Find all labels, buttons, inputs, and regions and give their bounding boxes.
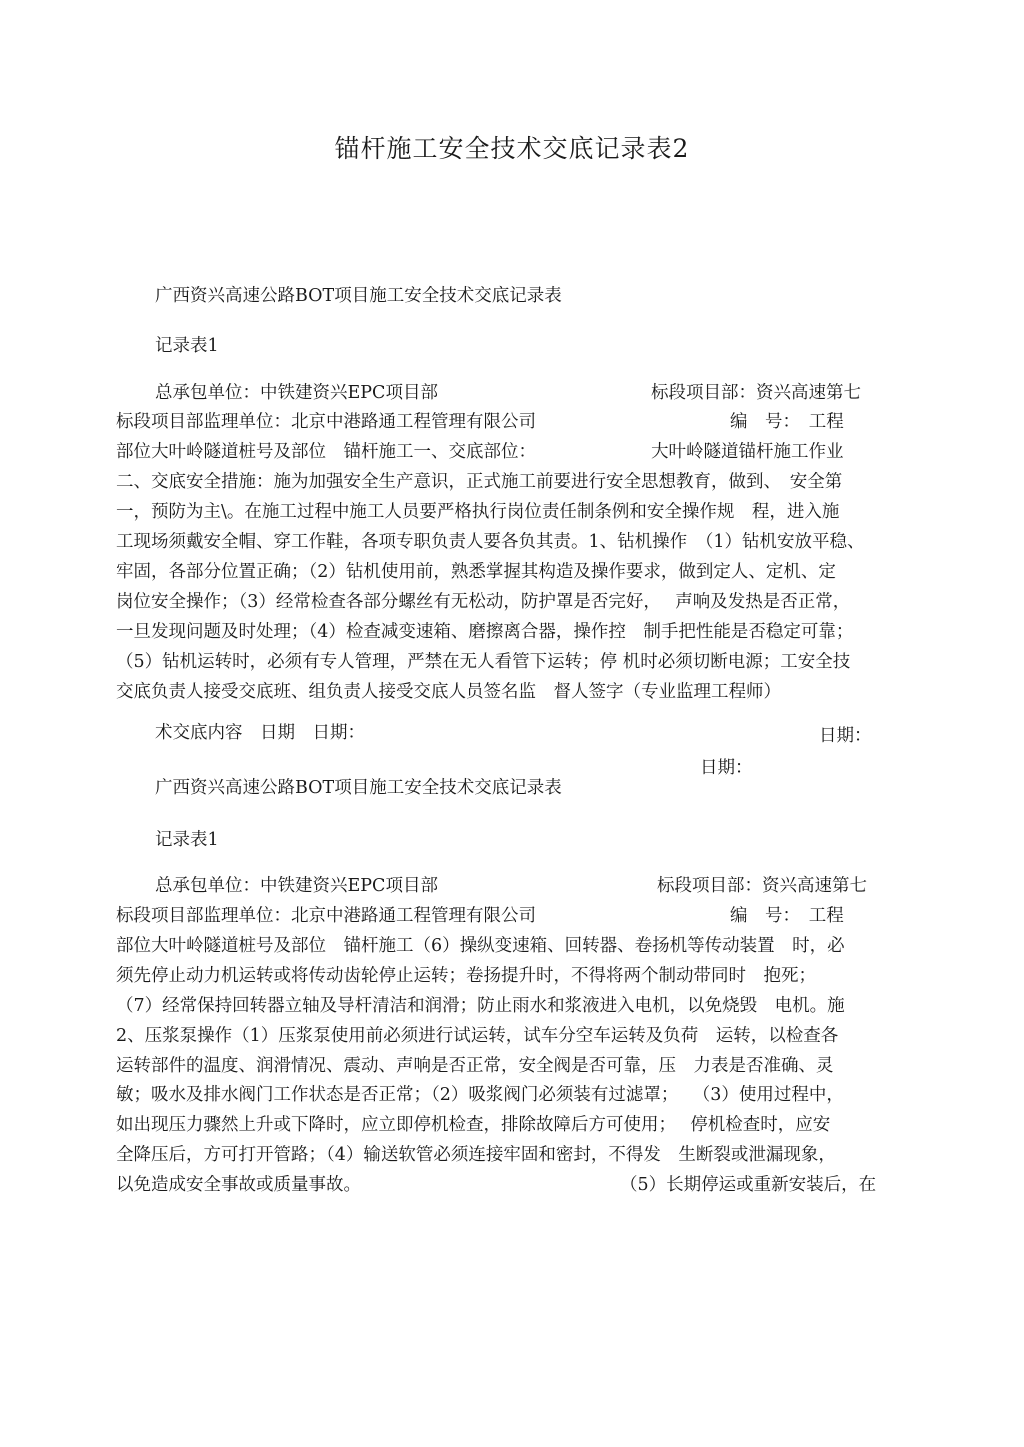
section2-body-line: 敏；吸水及排水阀门工作状态是否正常；（2）吸浆阀门必须装有过滤罩； （3）使用过程中， bbox=[116, 1085, 844, 1105]
section2-supervision: 标段项目部监理单位：北京中港路通工程管理有限公司 bbox=[116, 906, 536, 926]
section1-location-value: 大叶岭隧道锚杆施工作业 bbox=[651, 442, 844, 462]
section1-body-line: 工现场须戴安全帽、穿工作鞋，各项专职负责人要各负其责。1、钻机操作 （1）钻机安放平稳、 bbox=[116, 532, 865, 552]
section2-body-line: 以免造成安全事故或质量事故。 bbox=[116, 1175, 361, 1195]
section2-body-line: 须先停止动力机运转或将传动齿轮停止运转；卷扬提升时，不得将两个制动带同时 抱死； bbox=[116, 966, 816, 986]
section1-date-right: 日期： bbox=[819, 726, 872, 746]
section1-segment-dept: 标段项目部：资兴高速第七 bbox=[651, 383, 861, 403]
section2-body-line: 全降压后，方可打开管路；（4）输送软管必须连接牢固和密封，不得发 生断裂或泄漏现象， bbox=[116, 1145, 836, 1165]
section2-record-no: 记录表1 bbox=[155, 830, 219, 850]
section2-segment-dept: 标段项目部：资兴高速第七 bbox=[657, 876, 867, 896]
section1-date-right-2: 日期： bbox=[700, 758, 753, 778]
section2-body-line: （7）经常保持回转器立轴及导杆清洁和润滑；防止雨水和浆液进入电机，以免烧毁 电机。施 bbox=[116, 996, 845, 1016]
section1-body-line: 牢固，各部分位置正确；（2）钻机使用前，熟悉掌握其构造及操作要求，做到定人、定机、定 bbox=[116, 562, 836, 582]
section2-header: 广西资兴高速公路BOT项目施工安全技术交底记录表 bbox=[155, 778, 562, 798]
section1-number-label: 编 号： 工程 bbox=[730, 412, 844, 432]
section2-body-line: 运转部件的温度、润滑情况、震动、声响是否正常，安全阀是否可靠，压 力表是否准确、灵 bbox=[116, 1056, 834, 1076]
section2-number-label: 编 号： 工程 bbox=[730, 906, 844, 926]
section1-date-line: 术交底内容 日期 日期： bbox=[155, 723, 365, 743]
section1-header: 广西资兴高速公路BOT项目施工安全技术交底记录表 bbox=[155, 286, 562, 306]
section1-body-line: 交底负责人接受交底班、组负责人接受交底人员签名监 督人签字（专业监理工程师） bbox=[116, 682, 781, 702]
document-title: 锚杆施工安全技术交底记录表2 bbox=[334, 134, 690, 163]
section2-last-right: （5）长期停运或重新安装后，在 bbox=[620, 1175, 877, 1195]
section1-contractor: 总承包单位：中铁建资兴EPC项目部 bbox=[155, 383, 438, 403]
section2-body-line: 如出现压力骤然上升或下降时，应立即停机检查，排除故障后方可使用； 停机检查时，应安 bbox=[116, 1115, 831, 1135]
section2-body-line: 部位大叶岭隧道桩号及部位 锚杆施工（6）操纵变速箱、回转器、卷扬机等传动装置 时，必 bbox=[116, 936, 845, 956]
section1-record-no: 记录表1 bbox=[155, 336, 219, 356]
section1-body-line: 一旦发现问题及时处理；（4）检查减变速箱、磨擦离合器，操作控 制手把性能是否稳定可靠； bbox=[116, 622, 854, 642]
section1-supervision: 标段项目部监理单位：北京中港路通工程管理有限公司 bbox=[116, 412, 536, 432]
section2-contractor: 总承包单位：中铁建资兴EPC项目部 bbox=[155, 876, 438, 896]
section1-body-line: 一，预防为主\。在施工过程中施工人员要严格执行岗位责任制条例和安全操作规 程，进入施 bbox=[116, 502, 840, 522]
section1-body-line: 岗位安全操作；（3）经常检查各部分螺丝有无松动，防护罩是否完好， 声响及发热是否正常， bbox=[116, 592, 851, 612]
section1-body-line: 二、交底安全措施：施为加强安全生产意识，正式施工前要进行安全思想教育，做到、 安全第 bbox=[116, 472, 843, 492]
section1-body-line: （5）钻机运转时，必须有专人管理，严禁在无人看管下运转；停 机时必须切断电源；工安全技 bbox=[116, 652, 851, 672]
section1-location: 部位大叶岭隧道桩号及部位 锚杆施工一、交底部位： bbox=[116, 442, 536, 462]
section2-body-line: 2、压浆泵操作（1）压浆泵使用前必须进行试运转，试车分空车运转及负荷 运转，以检查各 bbox=[116, 1026, 839, 1046]
